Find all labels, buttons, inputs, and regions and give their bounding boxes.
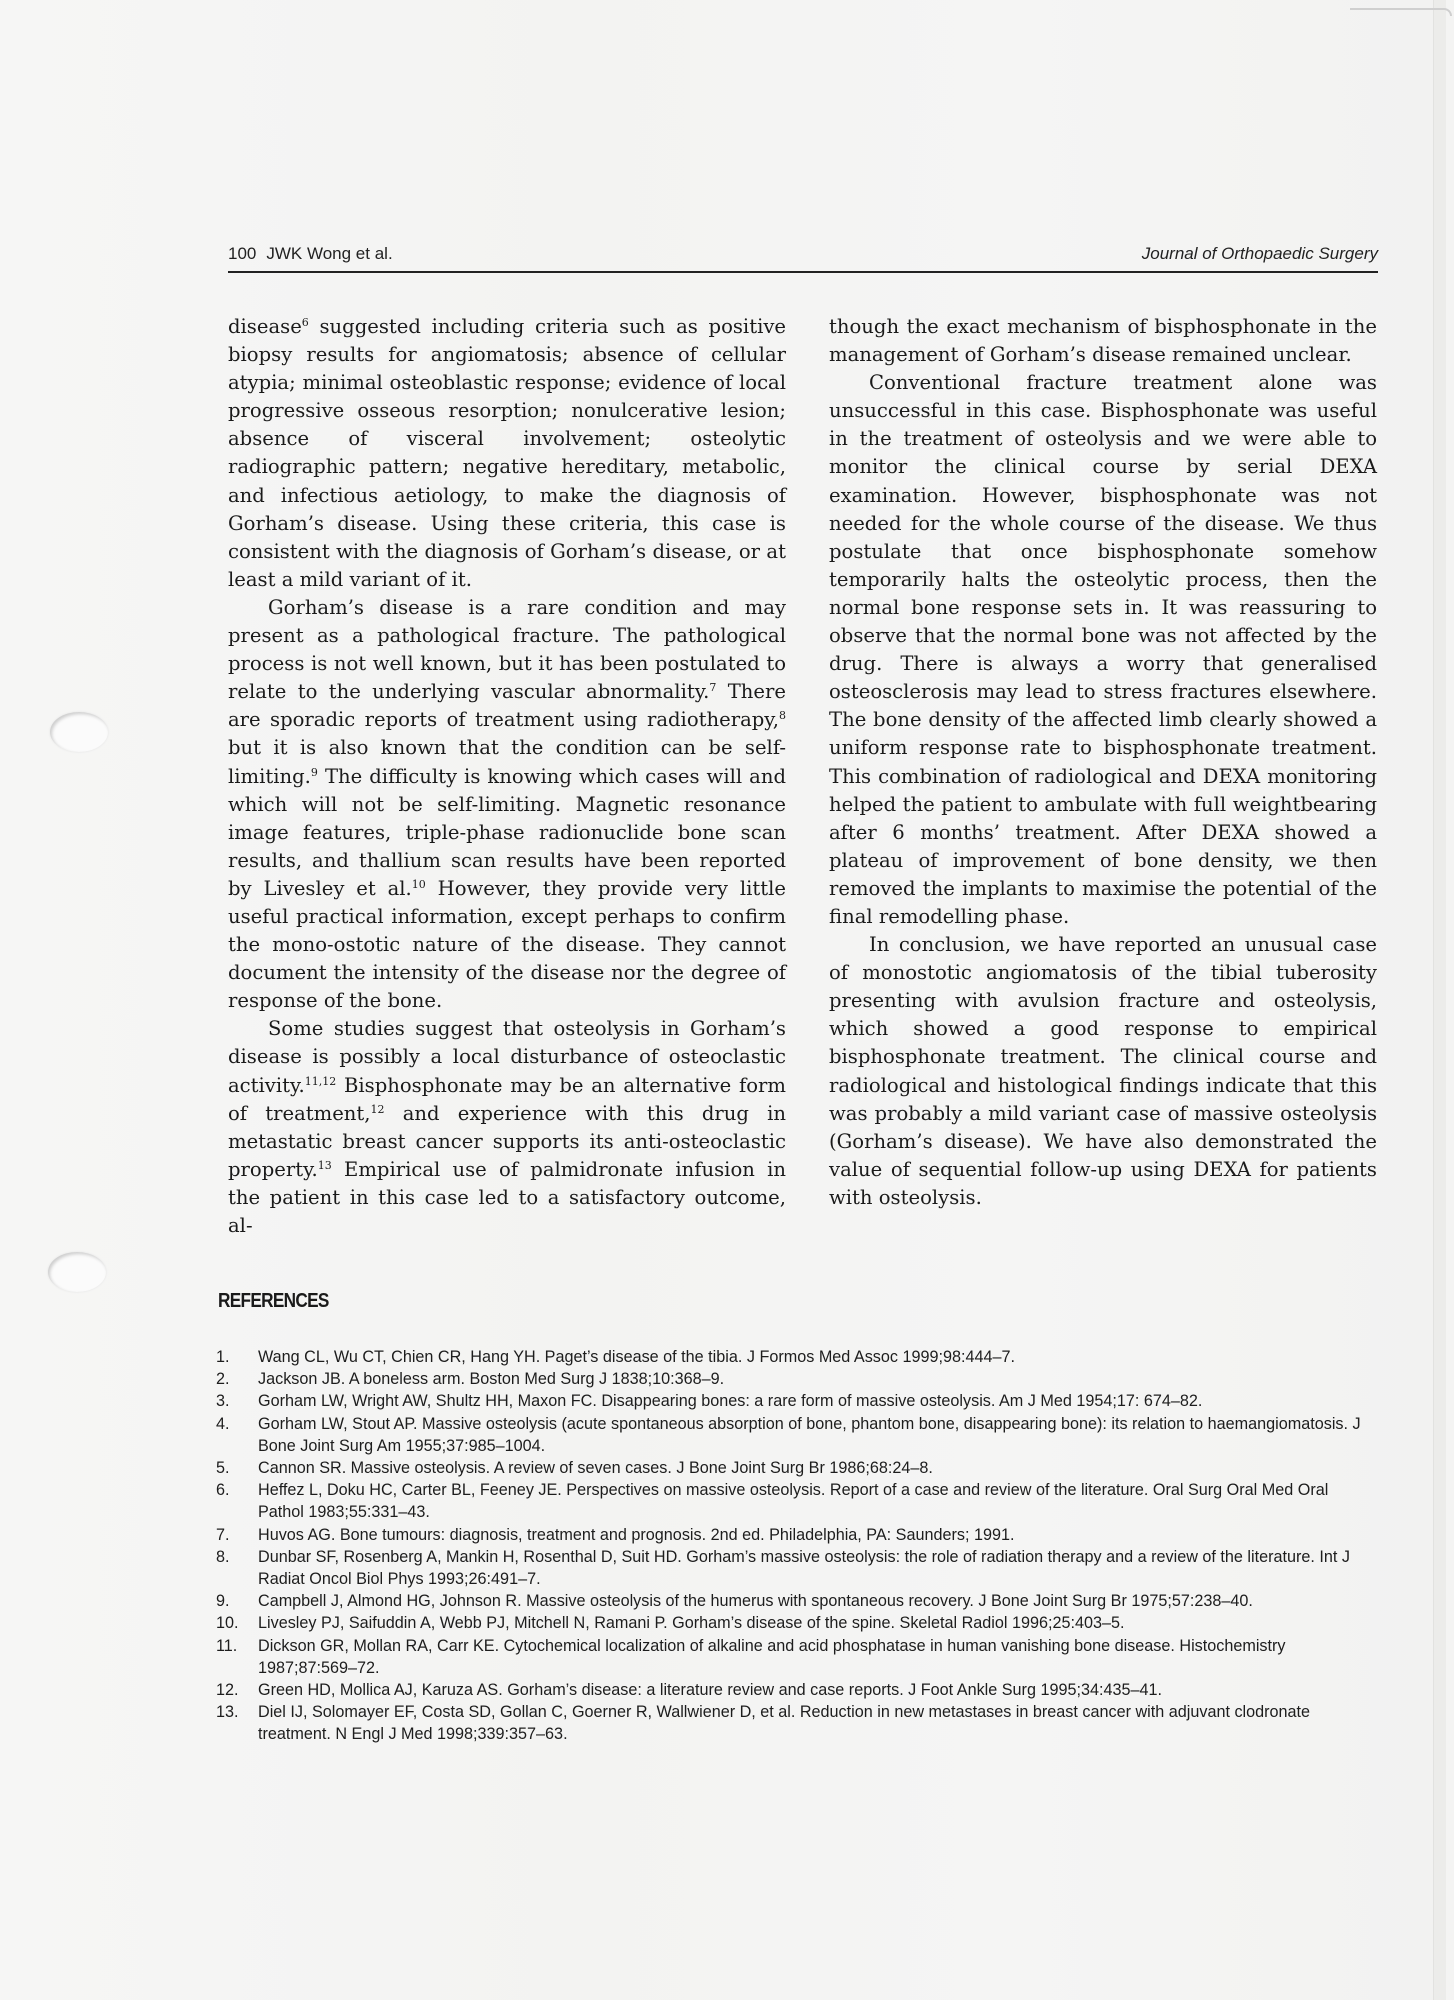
reference-number: 10. — [216, 1614, 239, 1633]
citation-superscript: 10 — [411, 877, 426, 891]
reference-number: 8. — [216, 1547, 230, 1566]
reference-number: 3. — [216, 1392, 230, 1411]
paragraph — [228, 594, 786, 1015]
journal-title: Journal of Orthopaedic Surgery — [1141, 244, 1378, 263]
reference-item — [216, 1612, 1376, 1634]
reference-number: 9. — [216, 1592, 230, 1611]
reference-item — [216, 1457, 1376, 1479]
reference-text: Jackson JB. A boneless arm. Boston Med Surg J 1838;10:368–9. — [258, 1370, 725, 1389]
paragraph-text: and experience with this drug in metastatic breast cancer supports its anti-osteoclastic property. — [228, 1101, 786, 1181]
paragraph-text: disease — [228, 315, 302, 338]
reference-item — [216, 1701, 1376, 1745]
reference-item — [216, 1590, 1376, 1612]
reference-number: 1. — [216, 1348, 230, 1366]
reference-number: 12. — [216, 1681, 239, 1700]
references-list — [216, 1346, 1376, 1746]
reference-number: 7. — [216, 1525, 230, 1544]
page-number: 100 — [228, 244, 257, 263]
paragraph-text: Gorham’s disease is a rare condition and may present as a pathological fracture. The pathological process is not well known, but it has been postulated to relate to the underlying vascular abnormality. — [228, 595, 786, 704]
reference-item — [216, 1413, 1376, 1457]
paragraph — [829, 313, 1377, 369]
running-header — [228, 244, 1378, 268]
citation-superscript: 11,12 — [304, 1074, 337, 1088]
paragraph-text: though the exact mechanism of bisphosphonate in the management of Gorham’s disease remained unclear. — [829, 315, 1377, 367]
reference-text: Huvos AG. Bone tumours: diagnosis, treatment and prognosis. 2nd ed. Philadelphia, PA: Saunders; 1991. — [258, 1525, 1015, 1544]
reference-text: Green HD, Mollica AJ, Karuza AS. Gorham’s disease: a literature review and case reports. J Foot Ankle Surg 1995;34:435–41. — [258, 1681, 1162, 1700]
reference-item — [216, 1368, 1376, 1390]
header-left — [228, 244, 393, 264]
reference-text: Gorham LW, Wright AW, Shultz HH, Maxon FC. Disappearing bones: a rare form of massive osteolysis. Am J Med 1954;17: 674–82. — [258, 1392, 1203, 1411]
reference-text: Dunbar SF, Rosenberg A, Mankin H, Rosenthal D, Suit HD. Gorham’s massive osteolysis: the role of radiation therapy and a review of the literature. Int J Radiat Oncol Biol Phys 1993;26:491–7. — [258, 1547, 1350, 1589]
punch-hole-icon — [50, 712, 108, 752]
paragraph-text: Empirical use of palmidronate infusion in the patient in this case led to a satisfactory outcome, al- — [228, 1157, 786, 1237]
paragraph-text: but it is also known that the condition can be self-limiting. — [228, 736, 786, 788]
reference-text: Cannon SR. Massive osteolysis. A review of seven cases. J Bone Joint Surg Br 1986;68:24–8. — [258, 1459, 933, 1478]
reference-number: 13. — [216, 1703, 239, 1722]
reference-item — [216, 1479, 1376, 1523]
paragraph-text: There are sporadic reports of treatment using radiotherapy, — [228, 680, 786, 732]
reference-item — [216, 1390, 1376, 1412]
reference-text: Campbell J, Almond HG, Johnson R. Massive osteolysis of the humerus with spontaneous recovery. J Bone Joint Surg Br 1975;57:238–40. — [258, 1592, 1253, 1611]
reference-item — [216, 1635, 1376, 1679]
citation-superscript: 9 — [310, 765, 318, 779]
reference-number: 11. — [216, 1636, 238, 1655]
page-corner — [1350, 8, 1452, 16]
reference-number: 5. — [216, 1459, 230, 1478]
citation-superscript: 8 — [779, 709, 786, 723]
citation-superscript: 12 — [370, 1102, 385, 1116]
header-rule — [228, 271, 1378, 273]
reference-text: Dickson GR, Mollan RA, Carr KE. Cytochemical localization of alkaline and acid phosphatase in human vanishing bone disease. Histochemistry 1987;87:569–72. — [258, 1636, 1286, 1677]
paragraph-text: suggested including criteria such as positive biopsy results for angiomatosis; absence of cellular atypia; minimal osteoblastic response; evidence of local progressive osseous resorption; nonulcerative lesion; absence of visceral involvement; osteolytic radiographic pattern; negative hereditary, metabolic, and infectious aetiology, to make the diagnosis of Gorham’s disease. Using these criteria, this case is consistent with the diagnosis of Gorham’s disease, or at least a mild variant of it. — [228, 315, 786, 591]
reference-item — [216, 1546, 1376, 1590]
reference-text: Wang CL, Wu CT, Chien CR, Hang YH. Paget’s disease of the tibia. J Formos Med Assoc 1999;98:444–7. — [258, 1348, 1016, 1366]
reference-number: 2. — [216, 1370, 230, 1389]
reference-item — [216, 1524, 1376, 1546]
paragraph-text: However, they provide very little useful practical information, except perhaps to confirm the mono-ostotic nature of the disease. They cannot document the intensity of the disease nor the degree of response of the bone. — [228, 876, 786, 1013]
reference-item — [216, 1346, 1376, 1368]
paragraph-text: Conventional fracture treatment alone was unsuccessful in this case. Bisphosphonate was useful in the treatment of osteolysis and we were able to monitor the clinical course by serial DEXA examination. However, bisphosphonate was not needed for the whole course of the disease. We thus postulate that once bisphosphonate somehow temporarily halts the osteolytic process, then the normal bone response sets in. It was reassuring to observe that the normal bone was not affected by the drug. There is always a worry that generalised osteosclerosis may lead to stress fractures elsewhere. The bone density of the affected limb clearly showed a uniform response rate to bisphosphonate treatment. This combination of radiological and DEXA monitoring helped the patient to ambulate with full weightbearing after 6 months’ treatment. After DEXA showed a plateau of improvement of bone density, we then removed the implants to maximise the potential of the final remodelling phase. — [829, 371, 1377, 928]
paragraph-text: Bisphosphonate may be an alternative form of treatment, — [228, 1073, 786, 1125]
paragraph-text: The difficulty is knowing which cases will and which will not be self-limiting. Magnetic resonance image features, triple-phase radionuclide bone scan results, and thallium scan results have been reported by Livesley et al. — [228, 764, 786, 900]
paragraph — [228, 1015, 786, 1240]
reference-text: Livesley PJ, Saifuddin A, Webb PJ, Mitchell N, Ramani P. Gorham’s disease of the spine. Skeletal Radiol 1996;25:403–5. — [258, 1614, 1125, 1633]
header-authors: JWK Wong et al. — [266, 244, 393, 263]
reference-text: Diel IJ, Solomayer EF, Costa SD, Gollan C, Goerner R, Wallwiener D, et al. Reduction in new metastases in breast cancer with adjuvant clodronate treatment. N Engl J Med 1998;339:357–63. — [258, 1703, 1311, 1744]
reference-text: Gorham LW, Stout AP. Massive osteolysis (acute spontaneous absorption of bone, phantom bone, disappearing bone): its relation to haemangiomatosis. J Bone Joint Surg Am 1955;37:985–1004. — [258, 1414, 1361, 1455]
punch-hole-icon — [48, 1252, 106, 1292]
paragraph-text: Some studies suggest that osteolysis in Gorham’s disease is possibly a local disturbance of osteoclastic activity. — [228, 1017, 786, 1097]
paragraph — [829, 369, 1377, 931]
page-edge — [1433, 0, 1446, 2000]
citation-superscript: 13 — [317, 1158, 332, 1172]
body-column-right — [829, 313, 1377, 1212]
reference-number: 6. — [216, 1481, 230, 1500]
references-heading: REFERENCES — [218, 1290, 329, 1312]
reference-item — [216, 1679, 1376, 1701]
paragraph — [228, 313, 786, 594]
citation-superscript: 6 — [301, 316, 309, 329]
reference-number: 4. — [216, 1414, 230, 1433]
paragraph-text: In conclusion, we have reported an unusual case of monostotic angiomatosis of the tibial tuberosity presenting with avulsion fracture and osteolysis, which showed a good response to empirical bisphosphonate treatment. The clinical course and radiological and histological findings indicate that this was probably a mild variant case of massive osteolysis (Gorham’s disease). We have also demonstrated the value of sequential follow-up using DEXA for patients with osteolysis. — [829, 933, 1377, 1209]
citation-superscript: 7 — [709, 681, 717, 695]
body-column-left — [228, 313, 786, 1240]
reference-text: Heffez L, Doku HC, Carter BL, Feeney JE. Perspectives on massive osteolysis. Report of a case and review of the literature. Oral Surg Oral Med Oral Pathol 1983;55:331–43. — [258, 1481, 1329, 1522]
paragraph — [829, 931, 1377, 1212]
